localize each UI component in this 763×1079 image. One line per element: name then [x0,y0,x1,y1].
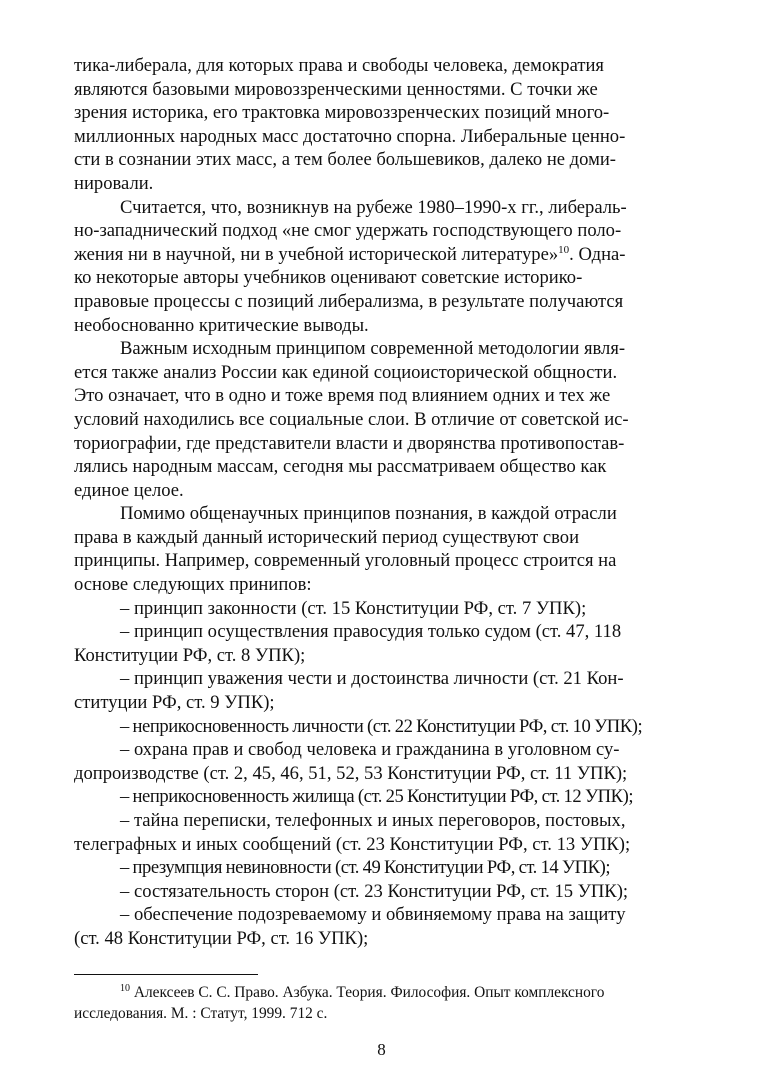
list-item: – охрана прав и свобод человека и гражданина в уголовном су- допроизводстве (ст. 2, 45, 46, 51, 52, 53 Конституции РФ, ст. 11 УПК); [74,739,628,784]
list-item: – презумпция невиновности (ст. 49 Конституции РФ, ст. 14 УПК); [120,857,611,879]
list-item: – обеспечение подозреваемому и обвиняемому права на защиту (ст. 48 Конституции РФ, ст. 16 УПК); [74,904,626,949]
list-item: – принцип уважения чести и достоинства личности (ст. 21 Кон- ституции РФ, ст. 9 УПК); [74,668,624,714]
footnote: $^{10}$ Алексеев С. С. Право. Азбука. Теория. Философия. Опыт комплексного исследования. М. : Статут, 1999. 712 с. [74,983,605,1022]
paragraph-3: Важным исходным принципом современной методологии явля- ется также анализ России как единой социоисторической общности. Это означает, что в одно и тоже время под влиянием одних и тех же условий находились все социальные слои. В отличие от советской ис- ториографии, где представители власти и дворянства противопостав- лялись народным массам, сегодня мы рассматриваем общество как единое целое. [74,338,629,501]
list-item: – принцип осуществления правосудия только судом (ст. 47, 118 Конституции РФ, ст. 8 УПК); [74,621,622,666]
list-item: – принцип законности (ст. 15 Конституции РФ, ст. 7 УПК); [120,597,587,619]
list-item: – неприкосновенность личности (ст. 22 Конституции РФ, ст. 10 УПК); [120,715,643,737]
paragraph-2: Считается, что, возникнув на рубеже 1980–1990-х гг., либераль- но-западнический подход «не смог удержать господствующего поло- жения ни в научной, ни в учебной исторической литературе»$^{10}$. Одна- ко некоторые авторы учебников оценивают советские историко- правовые процессы с позиций либерализма, в результате получаются необоснованно критические выводы. [74,196,627,336]
list-item: – состязательность сторон (ст. 23 Конституции РФ, ст. 15 УПК); [120,880,629,902]
page-number: 8 [377,1040,386,1059]
list-item: – неприкосновенность жилища (ст. 25 Конституции РФ, ст. 12 УПК); [120,786,634,808]
paragraph-1: тика-либерала, для которых права и свободы человека, демократия являются базовыми мировоззренческими ценностями. С точки же зрения историка, его трактовка мировоззренческих позиций много- миллионных народных масс достаточно спорна. Либеральные ценно- сти в сознании этих масс, а тем более большевиков, далеко не доми- нировали. [74,55,626,194]
footnote-number: 10 [120,983,130,994]
footnote-separator [74,974,258,975]
main-text [74,54,692,951]
footnote-reference: 10 [558,243,570,256]
list-item: – тайна переписки, телефонных и иных переговоров, постовых, телеграфных и иных сообщений (ст. 23 Конституции РФ, ст. 13 УПК); [74,810,631,855]
paragraph-4: Помимо общенаучных принципов познания, в каждой отрасли права в каждый данный исторический период существуют свои принципы. Например, современный уголовный процесс строится на основе следующих принипов: [74,503,617,596]
